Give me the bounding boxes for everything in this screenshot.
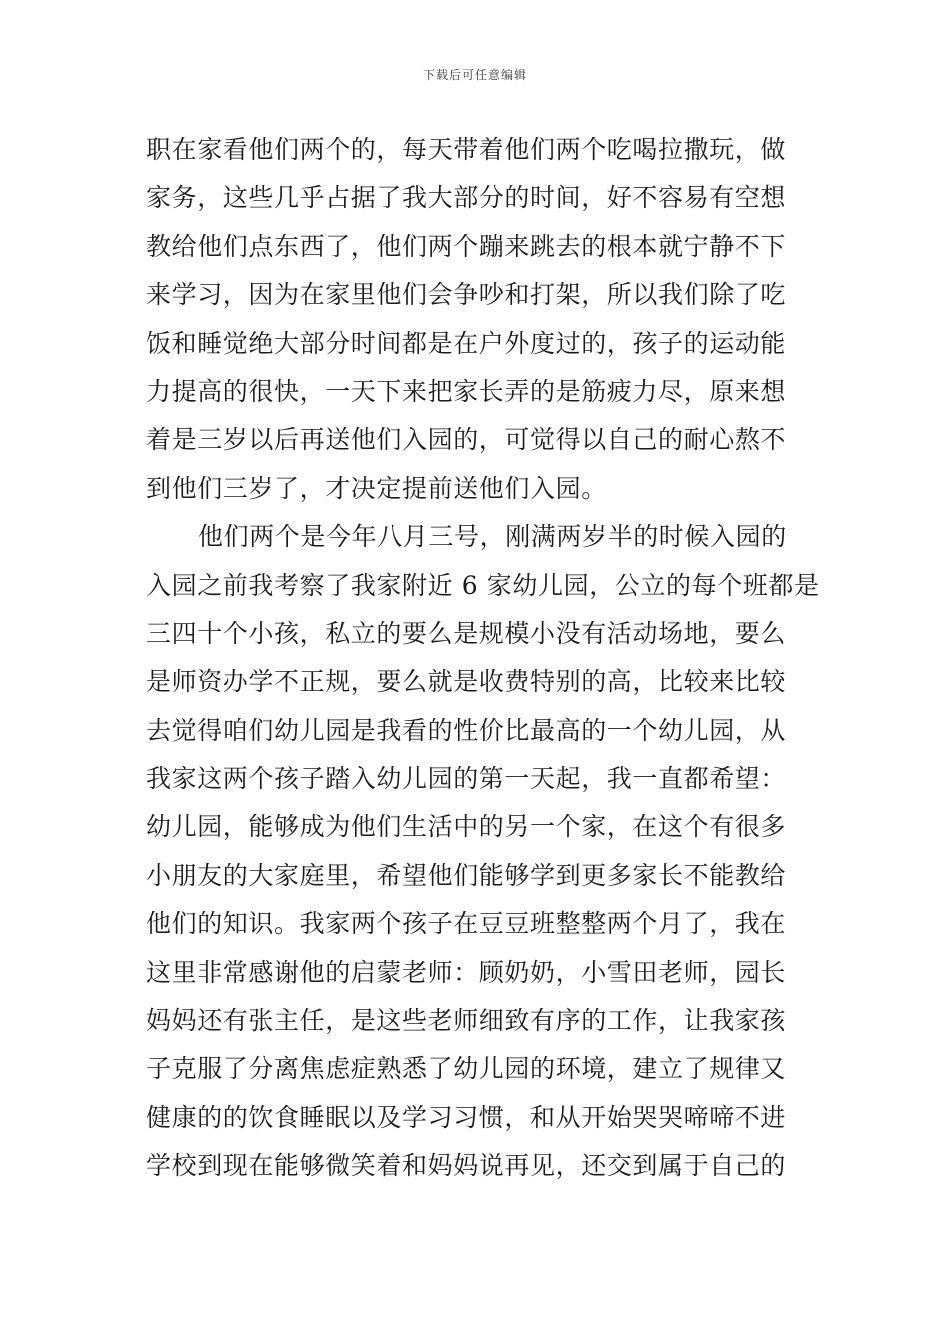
text-line: 三四十个小孩，私立的要么是规模小没有活动场地，要么 xyxy=(146,618,787,648)
text-line: 来学习，因为在家里他们会争吵和打架，所以我们除了吃 xyxy=(146,280,787,310)
text-line: 这里非常感谢他的启蒙老师：顾奶奶，小雪田老师，园长 xyxy=(146,957,787,987)
text-line: 家务，这些几乎占据了我大部分的时间，好不容易有空想 xyxy=(146,183,787,213)
text-line: 着是三岁以后再送他们入园的，可觉得以自己的耐心熬不 xyxy=(146,425,787,455)
text-line: 去觉得咱们幼儿园是我看的性价比最高的一个幼儿园，从 xyxy=(146,715,787,745)
header-note: 下载后可任意编辑 xyxy=(422,68,527,82)
text-line: 妈妈还有张主任，是这些老师细致有序的工作，让我家孩 xyxy=(146,1006,787,1036)
text-line: 职在家看他们两个的，每天带着他们两个吃喝拉撒玩，做 xyxy=(146,135,787,164)
text-line: 健康的的饮食睡眠以及学习习惯，和从开始哭哭啼啼不进 xyxy=(146,1102,787,1132)
text-line: 入园之前我考察了我家附近 6 家幼儿园，公立的每个班都是 xyxy=(146,570,820,600)
text-line: 是师资办学不正规，要么就是收费特别的高，比较来比较 xyxy=(146,667,787,697)
paragraph-start-line: 他们两个是今年八月三号，刚满两岁半的时候入园的 xyxy=(198,522,787,552)
text-line: 我家这两个孩子踏入幼儿园的第一天起，我一直都希望： xyxy=(146,764,787,794)
text-line: 到他们三岁了，才决定提前送他们入园。 xyxy=(146,473,607,503)
text-line: 他们的知识。我家两个孩子在豆豆班整整两个月了，我在 xyxy=(146,909,787,939)
text-line: 幼儿园，能够成为他们生活中的另一个家，在这个有很多 xyxy=(146,812,787,842)
text-line: 饭和睡觉绝大部分时间都是在户外度过的，孩子的运动能 xyxy=(146,328,787,358)
text-line: 子克服了分离焦虑症熟悉了幼儿园的环境，建立了规律又 xyxy=(146,1054,787,1084)
text-line: 力提高的很快，一天下来把家长弄的是筋疲力尽，原来想 xyxy=(146,376,787,406)
text-line: 学校到现在能够微笑着和妈妈说再见，还交到属于自己的 xyxy=(146,1151,787,1181)
document-body xyxy=(146,126,820,1191)
text-line: 小朋友的大家庭里，希望他们能够学到更多家长不能教给 xyxy=(146,860,787,890)
text-line: 教给他们点东西了，他们两个蹦来跳去的根本就宁静不下 xyxy=(146,231,787,261)
